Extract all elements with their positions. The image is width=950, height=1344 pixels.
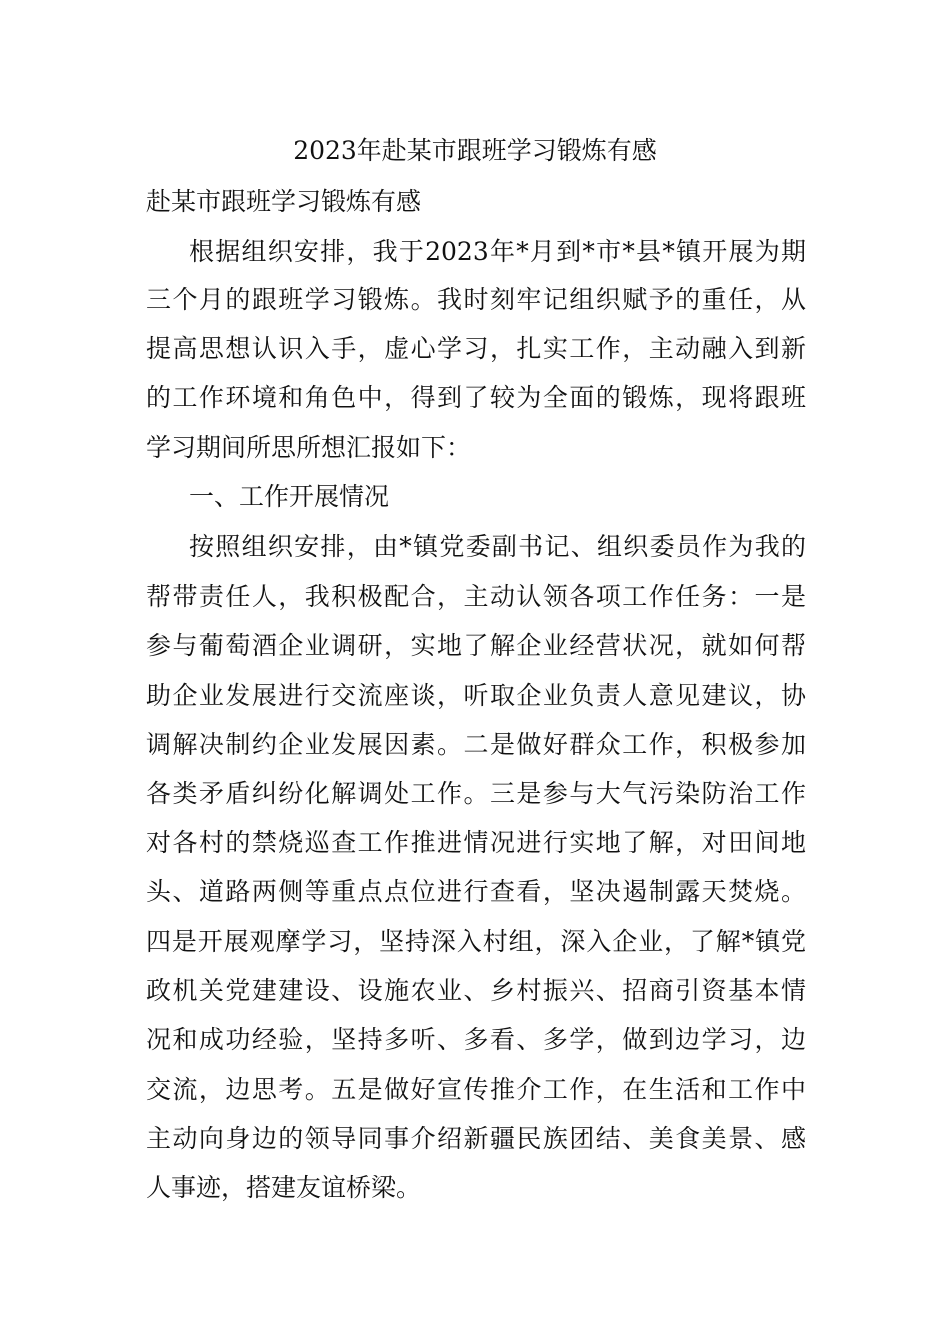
section-heading: 一、工作开展情况 (189, 482, 390, 511)
paragraph-line: 主动向身边的领导同事介绍新疆民族团结、美食美景、感 (146, 1124, 806, 1153)
paragraph-line: 政机关党建建设、设施农业、乡村振兴、招商引资基本情 (146, 976, 806, 1005)
paragraph-line: 按照组织安排，由*镇党委副书记、组织委员作为我的 (189, 532, 806, 561)
document-subtitle: 赴某市跟班学习锻炼有感 (146, 187, 422, 216)
paragraph-line: 况和成功经验，坚持多听、多看、多学，做到边学习，边 (146, 1025, 806, 1054)
paragraph-line: 助企业发展进行交流座谈，听取企业负责人意见建议，协 (146, 681, 806, 710)
paragraph-line: 三个月的跟班学习锻炼。我时刻牢记组织赋予的重任，从 (146, 285, 806, 314)
paragraph-line: 对各村的禁烧巡查工作推进情况进行实地了解，对田间地 (146, 828, 806, 857)
paragraph-line: 根据组织安排，我于2023年*月到*市*县*镇开展为期 (189, 237, 806, 266)
paragraph-line: 调解决制约企业发展因素。二是做好群众工作，积极参加 (146, 730, 806, 759)
paragraph-line: 各类矛盾纠纷化解调处工作。三是参与大气污染防治工作 (146, 779, 806, 808)
paragraph-line: 学习期间所思所想汇报如下： (146, 433, 472, 462)
paragraph-line: 帮带责任人，我积极配合，主动认领各项工作任务：一是 (146, 582, 806, 611)
paragraph-line: 交流，边思考。五是做好宣传推介工作，在生活和工作中 (146, 1075, 806, 1104)
document-title: 2023年赴某市跟班学习锻炼有感 (293, 136, 657, 165)
paragraph-line: 提高思想认识入手，虚心学习，扎实工作，主动融入到新 (146, 334, 806, 363)
paragraph-line: 人事迹，搭建友谊桥梁。 (146, 1173, 422, 1202)
paragraph-line: 四是开展观摩学习，坚持深入村组，深入企业，了解*镇党 (146, 927, 806, 956)
paragraph-line: 参与葡萄酒企业调研，实地了解企业经营状况，就如何帮 (146, 631, 806, 660)
paragraph-line: 头、道路两侧等重点点位进行查看，坚决遏制露天焚烧。 (146, 877, 806, 906)
paragraph-line: 的工作环境和角色中，得到了较为全面的锻炼，现将跟班 (146, 383, 806, 412)
